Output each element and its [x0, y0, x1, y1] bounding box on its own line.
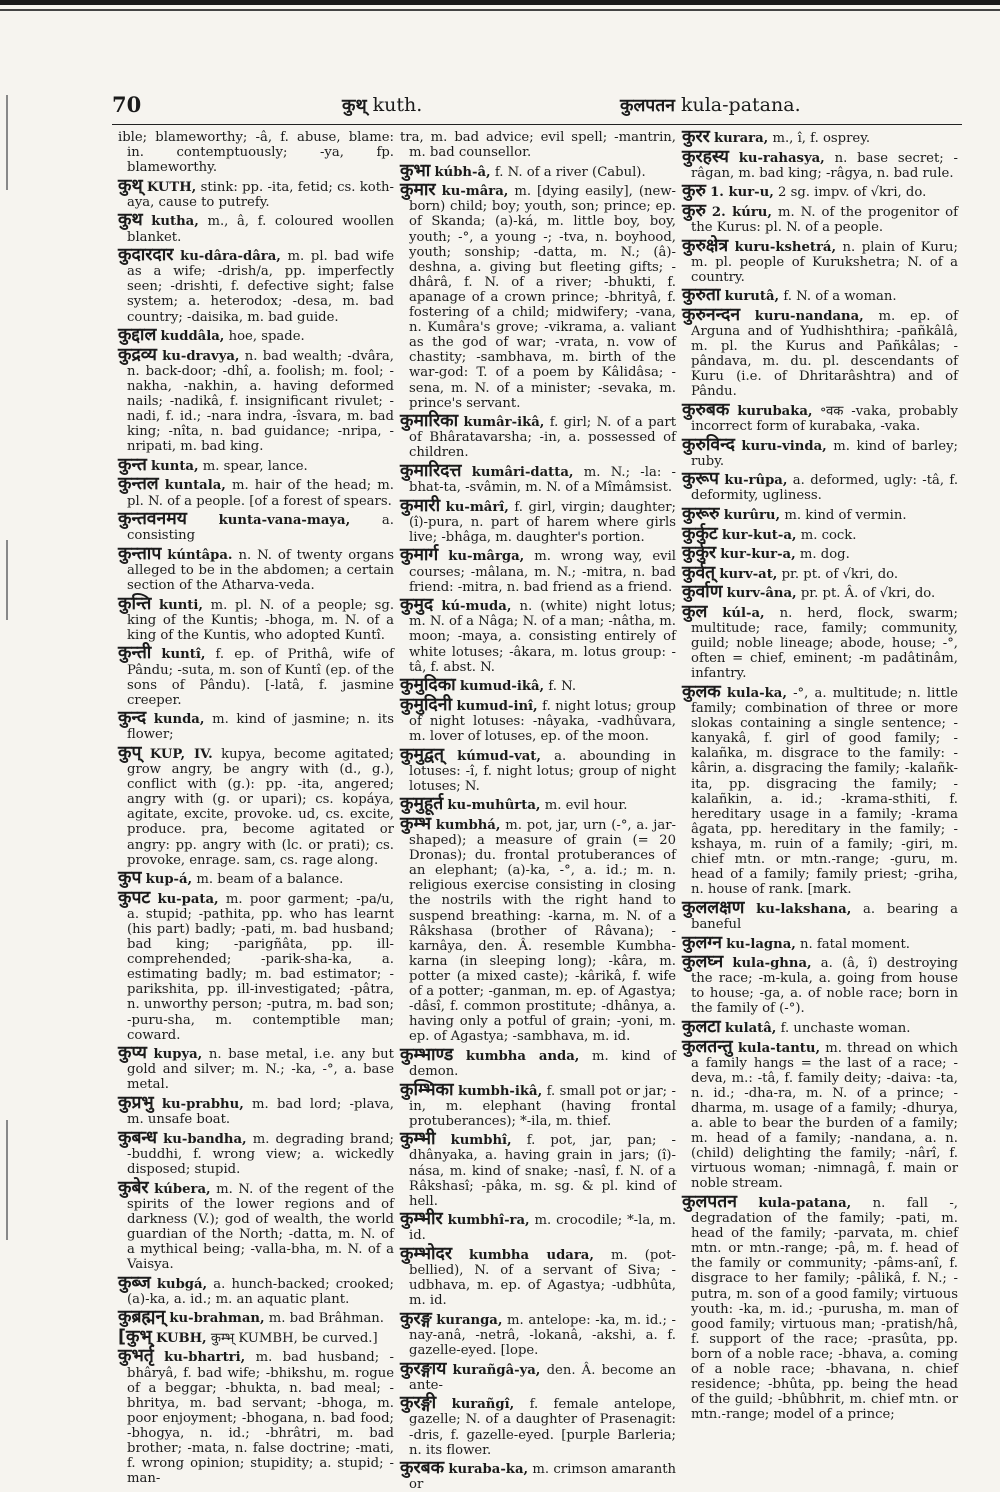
dictionary-entry — [682, 897, 958, 932]
entry-definition: n. N. of twenty organs alleged to be in the abdomen; a certain section of the Atharva-veda. — [127, 547, 394, 594]
entry-devanagari: [कुभ् — [118, 1326, 152, 1347]
entry-devanagari: कुद्रव्य — [118, 344, 157, 365]
entry-headword: kula-patana, — [758, 1196, 852, 1211]
entry-definition: m. (pot-bellied), N. of a servant of Siva; -udbhava, m. ep. of Agastya; -udbhûta, m. id. — [409, 1247, 676, 1309]
entry-devanagari: कुरङ्गाय — [400, 1358, 447, 1379]
running-headword-left — [342, 94, 422, 116]
dictionary-entry — [682, 682, 958, 898]
entry-devanagari: कुम्भीर — [400, 1209, 443, 1230]
entry-headword: kumbh-ikâ, — [457, 1083, 543, 1099]
entry-devanagari: कुरुक्षेत्र — [682, 235, 729, 256]
entry-devanagari: कुथ — [118, 210, 143, 231]
entry-headword: kunta-vana-maya, — [218, 513, 351, 529]
dictionary-entry — [400, 180, 676, 411]
dictionary-entry — [400, 1079, 676, 1129]
dictionary-entry — [400, 130, 676, 160]
entry-devanagari: कुरुविन्द — [682, 434, 735, 455]
entry-headword: ku-brahman, — [169, 1311, 265, 1327]
entry-devanagari: कुभा — [400, 160, 431, 181]
entry-devanagari: कुरुबक — [682, 400, 730, 420]
entry-definition: -°, a. multitude; n. little family; combination of three or more slokas containing a single sentence; -kanyakâ, f. girl of good family; -kalañka, m. disgrace to the family: -kârin, a. disgracing the family; -kalañk-ita, pp. disgracing the family; -kalañkin, a. id.; -krama-sthiti, f. hereditary usage in a family; -krama âgata, pp. hereditary in the family; -kshaya, m. ruin of a family; -giri, m. chief mtn. or mtn.-range; -guru, m. head of a family; family priest; -griha, n. house of rank. [mark. — [691, 686, 958, 898]
headword-right-latin: kula-patana. — [680, 94, 801, 116]
entry-headword: kur-kut-a, — [721, 527, 797, 543]
entry-devanagari: कुरबक — [400, 1458, 445, 1479]
entry-devanagari: कुप्य — [118, 1043, 147, 1064]
entry-definition: m., î, f. osprey. — [772, 131, 871, 146]
entry-headword: kunti, — [158, 597, 203, 613]
entry-headword: KUP, IV. — [149, 746, 213, 762]
entry-headword: ku-bandha, — [163, 1131, 247, 1147]
entry-devanagari: कुमार्ग — [400, 545, 439, 566]
entry-definition: m. hair of the head; m. pl. N. of a people. [of a forest of spears. — [127, 478, 394, 509]
dictionary-entry — [118, 1307, 394, 1328]
entry-devanagari: कुर्वाण — [682, 582, 723, 603]
entry-devanagari: कुमुदिका — [400, 675, 456, 696]
headword-right-devanagari: कुलपतन — [620, 96, 675, 116]
entry-definition: pr. pt. Â. of √kri, do. — [800, 586, 936, 602]
entry-definition: f. small pot or jar; -in, m. elephant (having frontal protuberances); *-ila, m. thief. — [409, 1083, 676, 1129]
entry-headword: kuru-vinda, — [741, 438, 827, 454]
dictionary-entry — [118, 742, 394, 868]
dictionary-entry — [118, 1177, 395, 1273]
entry-devanagari: कुरङ्गी — [400, 1393, 437, 1414]
entry-devanagari: कुन्ति — [118, 593, 152, 614]
entry-devanagari: कुम्भ — [400, 813, 431, 834]
entry-headword: kuntala, — [164, 478, 226, 494]
dictionary-entry — [682, 543, 958, 564]
entry-headword: kumbhî-ra, — [447, 1213, 530, 1229]
top-border — [0, 0, 1000, 5]
entry-headword: ku-mârî, — [445, 499, 509, 515]
entry-devanagari: कुम्भोदर — [400, 1243, 452, 1264]
dictionary-entry — [400, 1393, 676, 1458]
entry-definition: m. N.; -la: -bhat-ta, -svâmin, m. N. of a Mîmâmsist. — [409, 464, 676, 496]
entry-headword: kuru-nandana, — [754, 308, 864, 324]
entry-definition: f. N. of a river (Cabul). — [494, 164, 646, 180]
dictionary-entry — [682, 523, 958, 544]
entry-definition: n. plain of Kuru; m. pl. people of Kurukshetra; N. of a country. — [691, 239, 958, 285]
dictionary-entry — [118, 593, 395, 643]
dictionary-entry — [118, 1127, 394, 1177]
entry-headword: ku-mârga, — [448, 549, 525, 565]
entry-headword: ku-rahasya, — [738, 150, 825, 166]
entry-definition: 2 sg. impv. of √kri, do. — [778, 185, 927, 201]
dictionary-entry — [682, 181, 958, 202]
dictionary-entry — [400, 1044, 676, 1079]
entry-devanagari: कुन्त — [118, 454, 147, 475]
headword-left-devanagari: कुथ् — [342, 96, 367, 116]
entry-definition: stink: pp. -ita, fetid; cs. koth-aya, cause to putrefy. — [127, 179, 394, 210]
running-headword-right — [620, 94, 801, 116]
binding-mark — [6, 540, 8, 620]
entry-definition: n. herd, flock, swarm; multitude; race, family; community, guild; noble lineage; abode, house; -°, often = chief, eminent; -m padâtinâm, infantry. — [691, 606, 958, 682]
entry-devanagari: कुबन्ध — [118, 1127, 158, 1148]
entry-devanagari: कुन्ती — [118, 643, 152, 664]
entry-headword: kumbhî, — [450, 1133, 512, 1149]
dictionary-entry — [118, 1093, 394, 1128]
dictionary-entry — [400, 794, 676, 815]
entry-definition: m. antelope: -ka, m. id.; -nay-anâ, -netrâ, -lokanâ, -akshi, a. f. gazelle-eyed. [lope. — [409, 1312, 676, 1359]
entry-definition: n. base metal, i.e. any but gold and silver; m. N.; -ka, -°, a. base metal. — [127, 1047, 394, 1093]
entry-definition: n. fatal moment. — [800, 936, 910, 952]
column-3 — [682, 127, 959, 1423]
dictionary-entry — [400, 813, 676, 1045]
entry-headword: kúntâpa. — [167, 547, 233, 563]
entry-devanagari: कुरु — [682, 200, 706, 221]
dictionary-entry — [682, 582, 958, 603]
entry-definition: m. thread on which a family hangs = the last of a race; -deva, m.: -tâ, f. family deity; -daiva: -ta, n. id.; -dha-ra, m. N. of a prince; -dharma, m. usage of a family; -dhurya, a. able to bear the burden of a family; m. head of a family; -nandana, a. n. (child) delighting the family; -nârî, f. virtuous woman; -nimnagâ, f. main or noble stream. — [691, 1040, 958, 1192]
entry-devanagari: कुरूरु — [682, 504, 720, 525]
entry-definition: a. (â, î) destroying the race; -m-kula, a. going from house to house; -ga, a. of noble race; born in the family of (-°). — [691, 956, 958, 1017]
entry-definition: m. poor garment; -pa/u, a. stupid; -pathita, pp. who has learnt (his part) badly; -pati, m. bad husband; bad king; -parigñâta, pp. ill-comprehended; -parik-sha-ka, a. estimating badly; m. bad estimator; -parikshita, pp. ill-investigated; -pâtra, n. unworthy person; -putra, m. bad son; -puru-sha, m. contemptible man; coward. — [127, 891, 394, 1043]
entry-definition: m. kind of vermin. — [784, 508, 907, 524]
entry-definition: m. kind of jasmine; n. its flower; — [127, 712, 394, 743]
entry-headword: kurara, — [713, 131, 769, 146]
column-2 — [400, 130, 677, 1492]
entry-definition: a. bearing a baneful — [691, 901, 958, 932]
dictionary-entry — [118, 543, 394, 594]
entry-headword: kurañgâ-ya, — [452, 1362, 541, 1378]
dictionary-entry — [682, 1192, 958, 1423]
entry-devanagari: कुन्तल — [118, 474, 159, 495]
entry-headword: ku-rûpa, — [724, 473, 788, 489]
entry-headword: kumud-ikâ, — [459, 679, 545, 695]
entry-headword: kula-tantu, — [737, 1040, 821, 1056]
dictionary-entry — [400, 595, 677, 675]
entry-definition: f. night lotus; group of night lotuses: -nâyaka, -vadhûvara, m. lover of lotuses, ep. of the moon. — [409, 698, 676, 744]
entry-headword: kuru-kshetrá, — [734, 239, 837, 255]
entry-devanagari: कुलग्न — [682, 932, 722, 953]
entry-definition: m. pot, jar, urn (-°, a. jar-shaped); a measure of grain (= 20 Dronas); du. frontal protuberances of an elephant; (a)-ka, -°, a. id.; m. n. religious exercise consisting in closing the nostrils with the right hand to suspend breathing: -karna, m. N. of a Râkshasa (brother of Râvana); -karnâya, den. Â. resemble Kumbha-karna (in sleeping long); -kâra, m. potter (a mixed caste); -kârikâ, f. wife of a potter; -ganman, m. ep. of Agastya; -dâsî, f. common prostitute; -dhânya, a. having only a potful of grain; -yoni, m. ep. of Agastya; -sambhava, m. id. — [409, 817, 676, 1045]
entry-devanagari: कुमुहूर्त — [400, 794, 444, 815]
entry-devanagari: कुरु — [682, 181, 706, 202]
entry-headword: kunta, — [151, 458, 199, 474]
entry-devanagari: कुद्दाल — [118, 325, 157, 346]
entry-definition: ॰वक -vaka, probably incorrect form of kurabaka, -vaka. — [691, 404, 958, 435]
entry-definition: f. girl, virgin; daughter; (î)-pura, n. part of harem where girls live; -bhâga, m. daughter's portion. — [409, 499, 676, 545]
entry-devanagari: कुरुता — [682, 285, 721, 306]
entry-headword: kup-á, — [145, 872, 193, 888]
dictionary-entry — [118, 868, 394, 889]
entry-definition: m. bad Brâhman. — [268, 1311, 384, 1327]
entry-devanagari: कुथ् — [118, 175, 143, 196]
entry-definition: ible; blameworthy; -â, f. abuse, blame: in. contemptuously; -ya, fp. blameworthy. — [118, 130, 394, 176]
entry-headword: KUBH, — [155, 1330, 207, 1346]
entry-devanagari: कुन्ताप — [118, 543, 162, 564]
entry-headword: kumud-inî, — [456, 698, 538, 714]
entry-definition: f. pot, jar, pan; -dhânyaka, a. having grain in jars; (î)-nása, m. kind of snake; -nasî, f. N. of a Râkshasî; -pâka, m. sg. & pl. kind of hell. — [409, 1133, 676, 1209]
entry-devanagari: कुप — [118, 868, 142, 889]
entry-devanagari: कुम्भी — [400, 1129, 436, 1150]
entry-definition: m. dog. — [799, 547, 850, 563]
dictionary-entry — [118, 325, 394, 346]
entry-definition: f. girl; N. of a part of Bhâratavarsha; -in, a. possessed of children. — [409, 415, 676, 461]
entry-definition: hoe, spade. — [228, 329, 305, 345]
dictionary-entry — [400, 1243, 676, 1309]
entry-headword: ku-dravya, — [162, 348, 240, 364]
entry-devanagari: कुरहस्य — [682, 146, 729, 167]
dictionary-entry — [118, 210, 394, 245]
entry-headword: kúl-a, — [722, 606, 765, 622]
entry-definition: m. wrong way, evil courses; -mâlana, m. N.; -mitra, n. bad friend: -mitra, n. bad friend as a friend. — [409, 549, 677, 595]
dictionary-entry — [682, 469, 959, 504]
entry-devanagari: कुन्तवनमय — [118, 509, 187, 530]
dictionary-entry — [400, 675, 676, 696]
dictionary-entry — [682, 434, 958, 469]
entry-definition: m. N. of the regent of the spirits of the lower regions and of darkness (V.); god of wealth, the world guardian of the North; -datta, m. N. of a mythical being; -valla-bha, m. N. of a Vaisya. — [127, 1181, 395, 1272]
dictionary-entry — [400, 411, 676, 461]
entry-definition: n. (white) night lotus; m. N. of a Nâga; N. of a man; -nâtha, m. moon; -maya, a. consisting entirely of white lotuses; -âkara, m. lotus group: -tâ, f. abst. N. — [409, 599, 677, 675]
entry-headword: ku-lagna, — [726, 936, 796, 952]
entry-headword: kuntî, — [161, 647, 206, 663]
entry-headword: kutha, — [151, 214, 199, 230]
entry-definition: den. Â. become an ante- — [409, 1362, 676, 1393]
entry-devanagari: कुर्कुर — [682, 543, 717, 564]
entry-definition: m. evil hour. — [544, 798, 628, 814]
dictionary-entry — [118, 175, 394, 210]
entry-headword: kubgá, — [156, 1276, 208, 1292]
page-number: 70 — [112, 92, 142, 117]
dictionary-entry — [118, 1272, 394, 1307]
dictionary-entry — [400, 744, 676, 794]
dictionary-entry — [682, 127, 958, 147]
dictionary-entry — [118, 708, 394, 743]
entry-headword: ku-prabhu, — [161, 1097, 244, 1113]
entry-definition: a. hunch-backed; crooked; (a)-ka, a. id.; m. an aquatic plant. — [127, 1276, 394, 1307]
entry-definition: m. ep. of Arguna and of Yudhishthira; -pañkâlâ, m. pl. the Kurus and Pañkâlas; -pândava, m. du. pl. descendants of Kuru (i.e. of Dhritarâshtra) and of Pându. — [691, 308, 958, 400]
dictionary-entry — [682, 932, 958, 953]
entry-headword: kumâr-ikâ, — [463, 415, 545, 431]
entry-definition: m. crocodile; *-la, m. id. — [409, 1213, 676, 1244]
dictionary-entry — [682, 200, 958, 235]
entry-headword: ku-pata, — [157, 891, 219, 907]
entry-devanagari: कुमुद्वत् — [400, 744, 444, 765]
entry-headword: kulatâ, — [724, 1020, 777, 1036]
dictionary-entry — [118, 643, 394, 708]
entry-devanagari: कुलघ्न — [682, 952, 724, 973]
entry-headword: ku-bhartri, — [164, 1350, 246, 1366]
entry-headword: kurûru, — [723, 508, 781, 524]
entry-devanagari: कुम्भाण्ड — [400, 1044, 454, 1065]
dictionary-entry — [682, 304, 958, 400]
dictionary-entry — [682, 562, 958, 583]
dictionary-entry — [400, 1129, 676, 1209]
entry-headword: kuraba-ka, — [448, 1462, 529, 1478]
entry-definition: m. pl. N. of a people; sg. king of the Kuntis; -bhoga, m. N. of a king of the Kuntis, who adopted Kuntî. — [127, 597, 395, 643]
dictionary-entry — [400, 160, 676, 181]
entry-headword: 2. kúru, — [711, 204, 772, 220]
entry-devanagari: कुब्रह्मन् — [118, 1307, 166, 1328]
entry-devanagari: कुप् — [118, 742, 142, 763]
entry-headword: kurv-âna, — [726, 586, 797, 602]
entry-headword: 1. kur-u, — [710, 185, 774, 201]
entry-devanagari: कुमारी — [400, 495, 441, 516]
dictionary-entry — [682, 602, 958, 682]
dictionary-entry — [400, 495, 676, 545]
binding-mark — [6, 95, 8, 190]
entry-definition: m. bad husband; -bhâryâ, f. bad wife; -bhikshu, m. rogue of a beggar; -bhukta, n. bad meal; -bhritya, m. bad servant; -bhoga, m. poor enjoyment; -bhogana, n. bad food; -bhogya, n. id.; -bhrâtri, m. bad brother; -mata, n. false doctrine; -mati, f. wrong opinion; stupidity; a. stupid; -man- — [127, 1350, 394, 1487]
entry-headword: kú-muda, — [441, 599, 512, 615]
entry-devanagari: कुन्द — [118, 708, 147, 729]
entry-devanagari: कुरर — [682, 127, 710, 147]
entry-definition: m. spear, lance. — [202, 458, 308, 474]
entry-definition: f. unchaste woman. — [780, 1020, 911, 1036]
dictionary-entry — [682, 504, 958, 525]
dictionary-entry — [118, 245, 394, 325]
entry-devanagari: कुरुनन्दन — [682, 304, 741, 325]
entry-headword: ku-lakshana, — [756, 901, 852, 917]
entry-definition: f. female antelope, gazelle; N. of a daughter of Prasenagit: -dris, f. gazelle-eyed. [purple Barleria; n. its flower. — [409, 1397, 676, 1458]
dictionary-entry — [400, 1308, 676, 1359]
headword-left-latin: kuth. — [372, 94, 423, 116]
header-rule — [112, 124, 962, 125]
dictionary-entry — [682, 400, 958, 435]
dictionary-entry — [118, 887, 394, 1043]
entry-definition: a. consisting — [127, 513, 394, 544]
entry-headword: kuranga, — [436, 1312, 503, 1328]
entry-devanagari: कुमुदिनी — [400, 694, 452, 715]
entry-devanagari: कुमार — [400, 180, 436, 201]
entry-devanagari: कुलपतन — [682, 1192, 737, 1212]
entry-headword: kurutâ, — [724, 289, 780, 305]
entry-definition: pr. pt. of √kri, do. — [781, 566, 899, 582]
entry-headword: kula-ka, — [726, 686, 787, 701]
dictionary-entry — [118, 1346, 394, 1487]
entry-headword: kumâri-datta, — [471, 464, 574, 480]
entry-definition: m. beam of a balance. — [196, 872, 344, 888]
dictionary-entry — [400, 1358, 676, 1393]
dictionary-entry — [118, 454, 394, 475]
entry-devanagari: कुब्ज — [118, 1272, 151, 1293]
entry-definition: kupya, become agitated; grow angry, be angry with (d., g.), conflict with (g.): pp. -ita, angered; angry with (g. or upari); cs. kopáya, agitate, excite, provoke. ud, cs. excite, produce. pra, become agitated or angry: pp. angry with (lc. or prati); cs. provoke, enrage. sam, cs. rage along. — [127, 746, 394, 868]
entry-headword: kunda, — [153, 712, 205, 728]
dictionary-entry — [682, 1036, 958, 1192]
entry-definition: कुम्भ् KUMBH, be curved.] — [210, 1330, 378, 1346]
entry-headword: kurv-at, — [719, 566, 778, 582]
dictionary-entry — [118, 1326, 394, 1347]
entry-definition: n. base secret; -râgan, m. bad king; -râgya, n. bad rule. — [691, 150, 959, 181]
entry-definition: m. N. of the progenitor of the Kurus: pl. N. of a people. — [691, 204, 958, 235]
entry-devanagari: कुमारिदत्त — [400, 460, 462, 481]
dictionary-entry — [118, 509, 394, 544]
entry-definition: m. degrading brand; -buddhi, f. wrong view; a. wickedly disposed; stupid. — [127, 1131, 394, 1177]
entry-headword: KUTH, — [146, 179, 197, 195]
entry-definition: f. N. — [548, 679, 577, 695]
entry-headword: ku-mâra, — [441, 184, 509, 200]
entry-devanagari: कुभर्तृ — [118, 1346, 154, 1367]
entry-devanagari: कुदारदार — [118, 245, 174, 266]
entry-definition: m., â, f. coloured woollen blanket. — [127, 214, 394, 245]
entry-headword: kula-ghna, — [732, 956, 812, 972]
entry-headword: kúbh-â, — [434, 164, 491, 180]
entry-devanagari: कुरूप — [682, 469, 719, 490]
entry-devanagari: कुल — [682, 602, 708, 623]
entry-headword: kupya, — [153, 1047, 203, 1063]
entry-headword: kumbha udara, — [469, 1247, 594, 1263]
dictionary-entry — [682, 146, 959, 181]
entry-definition: m. pl. bad wife as a wife; -drish/a, pp. imperfectly seen; -drishti, f. defective sight; false system; a. heterodox; -desa, m. bad country; -daisika, m. bad guide. — [127, 249, 394, 325]
entry-devanagari: कुर्वत् — [682, 562, 716, 583]
dictionary-entry — [400, 1458, 676, 1492]
entry-headword: kumbha anda, — [465, 1048, 580, 1064]
entry-devanagari: कुप्रभु — [118, 1093, 154, 1114]
top-border-thin — [0, 9, 1000, 11]
dictionary-entry — [118, 474, 394, 509]
dictionary-entry — [400, 545, 677, 595]
entry-definition: f. N. of a woman. — [783, 289, 897, 305]
dictionary-entry — [682, 285, 958, 306]
entry-headword: kurubaka, — [737, 404, 813, 419]
entry-devanagari: कुमारिका — [400, 411, 459, 432]
entry-definition: a. deformed, ugly: -tâ, f. deformity, ugliness. — [691, 473, 959, 504]
entry-definition: m. cock. — [800, 527, 857, 543]
entry-definition: m. bad lord; -plava, m. unsafe boat. — [127, 1097, 394, 1128]
binding-mark — [6, 1120, 8, 1240]
entry-definition: m. kind of barley; ruby. — [691, 438, 958, 469]
entry-devanagari: कुललक्षण — [682, 897, 745, 918]
dictionary-entry — [682, 235, 958, 285]
entry-devanagari: कुमुद — [400, 595, 434, 616]
entry-devanagari: कुम्भिका — [400, 1079, 454, 1100]
entry-headword: kúbera, — [154, 1181, 211, 1197]
entry-headword: kuddâla, — [160, 329, 225, 345]
dictionary-entry — [400, 460, 676, 496]
entry-headword: ku-muhûrta, — [447, 798, 541, 814]
entry-devanagari: कुलतन्तु — [682, 1036, 733, 1057]
dictionary-entry — [118, 1043, 394, 1093]
dictionary-entry — [118, 130, 394, 175]
entry-definition: a. abounding in lotuses: -î, f. night lotus; group of night lotuses; N. — [409, 748, 676, 794]
column-1 — [118, 130, 395, 1487]
entry-devanagari: कुर्कुट — [682, 523, 718, 544]
entry-definition: n. fall -, degradation of the family; -pati, m. head of the family; -parvata, m. chief mtn. or mtn.-range; -pâ, m. f. head of the family or community; -pâms-anî, f. disgrace to her family; -pâlikâ, f. N.; -putra, m. son of a good family; virtuous youth: -ka, m. id.; -purusha, m. man of good family; virtuous man; -pratish/hâ, f. support of the race; -prasûta, pp. born of a noble race; -bhava, a. coming of a noble race; -bhavana, n. chief residence; -bhûta, pp. being the head of the guild; -bhûbhrit, m. chief mtn. or mtn.-range; model of a prince; — [691, 1196, 958, 1423]
entry-definition: tra, m. bad advice; evil spell; -mantrin, m. bad counsellor. — [400, 130, 676, 161]
entry-headword: kurañgî, — [451, 1397, 515, 1413]
entry-devanagari: कुबेर — [118, 1177, 149, 1198]
entry-definition: f. ep. of Prithâ, wife of Pându; -suta, m. son of Kuntî (ep. of the sons of Pându). [-latâ, f. jasmine creeper. — [127, 647, 394, 708]
entry-headword: ku-dâra-dâra, — [180, 249, 281, 265]
entry-definition: m. crimson amaranth or — [409, 1462, 676, 1492]
entry-headword: kúmud-vat, — [457, 748, 541, 764]
entry-devanagari: कुलटा — [682, 1016, 721, 1037]
entry-devanagari: कुरङ्ग — [400, 1308, 432, 1329]
dictionary-entry — [400, 694, 676, 744]
dictionary-entry — [118, 344, 394, 455]
entry-headword: kur-kur-a, — [720, 547, 796, 563]
dictionary-entry — [682, 1016, 958, 1037]
dictionary-entry — [682, 952, 958, 1017]
entry-devanagari: कुलक — [682, 682, 721, 702]
page-header — [112, 92, 962, 126]
entry-headword: kumbhá, — [435, 817, 501, 833]
entry-devanagari: कुपट — [118, 887, 151, 908]
entry-definition: m. kind of demon. — [409, 1048, 676, 1079]
entry-definition: n. bad wealth; -dvâra, n. back-door; -dhî, a. foolish; m. fool; -nakha, -nakhin, a. having deformed nails; -nadikâ, f. insignificant rivulet; -nadi, f. id.; -nara indra, -îsvara, m. bad king; -nîta, n. bad guidance; -nripa, -nripati, m. bad king. — [127, 348, 394, 455]
dictionary-entry — [400, 1209, 676, 1244]
entry-definition: m. [dying easily], (new-born) child; boy; youth, son; prince; ep. of Skanda; (a)-ká, m. little boy, boy, youth; -°, a young -; -tva, n. boyhood, youth; sonship; -datta, m. N.; (â)-deshna, a. giving but fleeting gifts; -dhârâ, f. N. of a river; -bhukti, f. apanage of a crown prince; -bhrityâ, f. fostering of a child; midwifery; -vana, n. Kumâra's grove; -vikrama, a. valiant as the god of war; -vrata, n. vow of chastity; -sambhava, m. birth of the war-god: T. of a poem by Kâlidâsa; -sena, m. N. of a minister; -sevaka, m. prince's servant. — [409, 184, 676, 411]
